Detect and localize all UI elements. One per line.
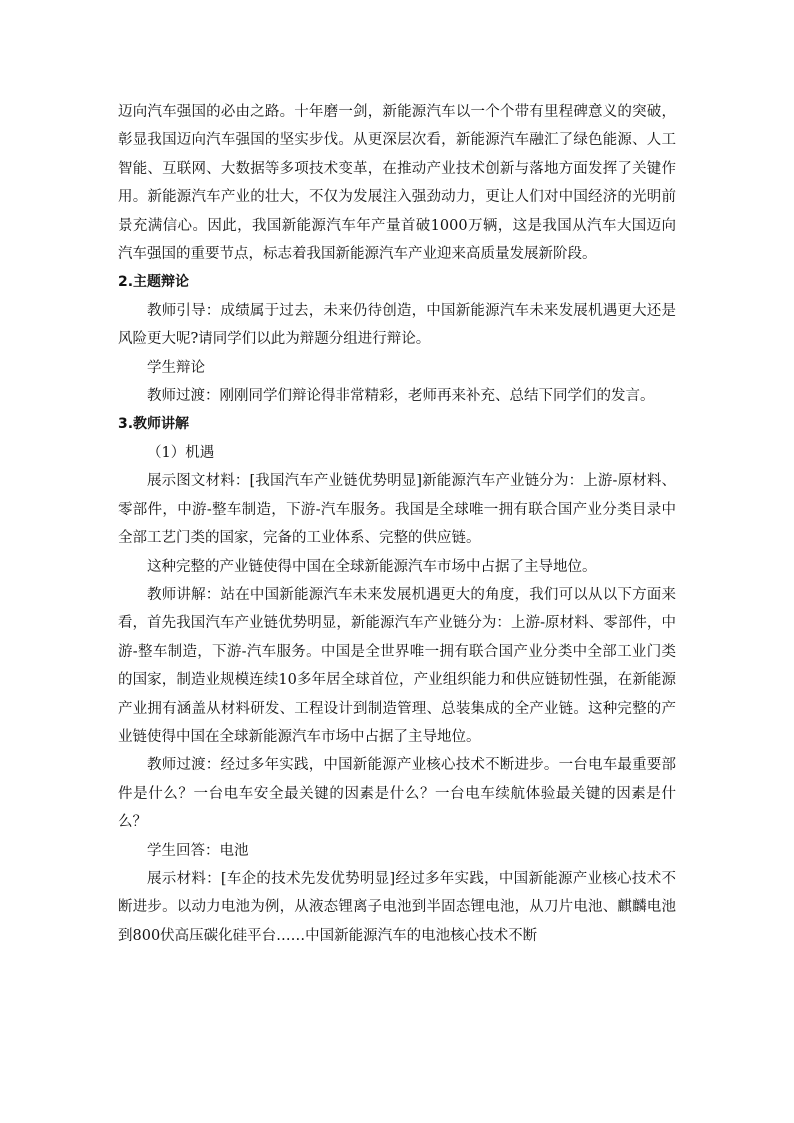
- paragraph-student-debate: 学生辩论: [147, 359, 205, 376]
- heading-teacher-explanation: 3.教师讲解: [118, 416, 190, 433]
- paragraph-teacher-guide: 教师引导：成绩属于过去，未来仍待创造，中国新能源汽车未来发展机遇更大还是风险更大呢?请同学们以此为辩题分组进行辩论。: [118, 302, 676, 348]
- paragraph-student-answer: 学生回答：电池: [147, 842, 249, 859]
- paragraph-teacher-explain: 教师讲解：站在中国新能源汽车未来发展机遇更大的角度，我们可以从以下方面来看，首先我国汽车产业链优势明显，新能源汽车产业链分为：上游-原材料、零部件，中游-整车制造，下游-汽车服务。中国是全世界唯一拥有联合国产业分类中全部工业门类的国家，制造业规模连续10多年居全球首位，产业组织能力和供应链韧性强，在新能源产业拥有涵盖从材料研发、工程设计到制造管理、总装集成的全产业链。这种完整的产业链使得中国在全球新能源汽车市场中占据了主导地位。: [118, 586, 676, 745]
- heading-topic-debate: 2.主题辩论: [118, 274, 190, 291]
- paragraph-teacher-transition-1: 教师过渡：刚刚同学们辩论得非常精彩，老师再来补充、总结下同学们的发言。: [147, 388, 655, 405]
- paragraph-show-material-1: 展示图文材料：[我国汽车产业链优势明显]新能源汽车产业链分为：上游-原材料、零部件，中游-整车制造，下游-汽车服务。我国是全球唯一拥有联合国产业分类目录中全部工艺门类的国家，完备的工业体系、完整的供应链。: [118, 473, 676, 547]
- subheading-opportunity: （1）机遇: [147, 444, 215, 461]
- paragraph-teacher-transition-2: 教师过渡：经过多年实践，中国新能源产业核心技术不断进步。一台电车最重要部件是什么？一台电车安全最关键的因素是什么？一台电车续航体验最关键的因素是什么？: [118, 757, 676, 831]
- paragraph-chain-dominance: 这种完整的产业链使得中国在全球新能源汽车市场中占据了主导地位。: [147, 558, 597, 575]
- paragraph-intro: 迈向汽车强国的必由之路。十年磨一剑，新能源汽车以一个个带有里程碑意义的突破，彰显我国迈向汽车强国的坚实步伐。从更深层次看，新能源汽车融汇了绿色能源、人工智能、互联网、大数据等多项技术变革，在推动产业技术创新与落地方面发挥了关键作用。新能源汽车产业的壮大，不仅为发展注入强劲动力，更让人们对中国经济的光明前景充满信心。因此，我国新能源汽车年产量首破1000万辆，这是我国从汽车大国迈向汽车强国的重要节点，标志着我国新能源汽车产业迎来高质量发展新阶段。: [118, 104, 676, 263]
- paragraph-show-material-2: 展示材料：[车企的技术先发优势明显]经过多年实践，中国新能源产业核心技术不断进步。以动力电池为例，从液态锂离子电池到半固态锂电池，从刀片电池、麒麟电池到800伏高压碳化硅平台……中国新能源汽车的电池核心技术不断: [118, 870, 676, 944]
